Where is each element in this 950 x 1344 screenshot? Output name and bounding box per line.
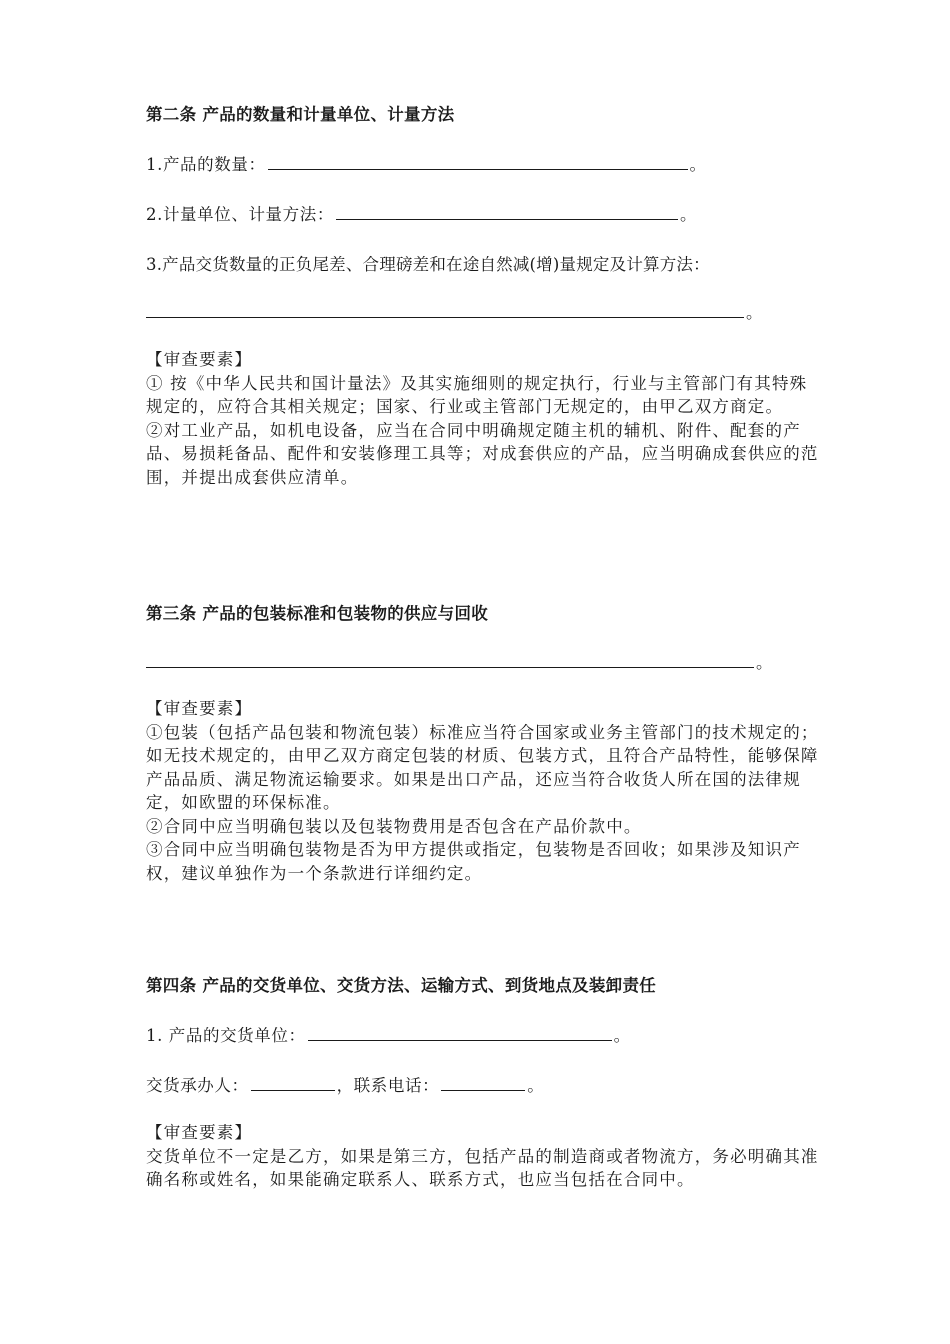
review-item: ②对工业产品，如机电设备，应当在合同中明确规定随主机的辅机、附件、配套的产品、易损耗备品、配件和安装修理工具等；对成套供应的产品，应当明确成套供应的范围，并提出成套供应清单。 [146, 420, 819, 487]
contact-phone-label: ，联系电话： [336, 1076, 440, 1095]
quantity-blank[interactable] [268, 155, 688, 170]
section-3-heading: 第三条 产品的包装标准和包装物的供应与回收 [146, 604, 489, 623]
review-block-section-3 [146, 697, 822, 885]
review-item: 交货单位不一定是乙方，如果是第三方，包括产品的制造商或者物流方，务必明确其准确名称或姓名，如果能确定联系人、联系方式，也应当包括在合同中。 [146, 1146, 819, 1189]
delivery-unit-label: 1. 产品的交货单位： [146, 1026, 306, 1045]
contact-phone-blank[interactable] [441, 1076, 525, 1091]
review-item: ① 按《中华人民共和国计量法》及其实施细则的规定执行，行业与主管部门有其特殊规定的，应符合其相关规定；国家、行业或主管部门无规定的，由甲乙双方商定。 [146, 373, 808, 416]
contact-line [146, 1072, 544, 1096]
unit-method-label: 2.计量单位、计量方法： [146, 205, 334, 224]
review-title: 【审查要素】 [146, 350, 253, 369]
contact-person-label: 交货承办人： [146, 1076, 249, 1095]
unit-method-blank[interactable] [336, 205, 678, 220]
period: 。 [613, 1026, 631, 1045]
period: 。 [679, 205, 698, 224]
packaging-line [146, 649, 773, 673]
delivery-unit-line [146, 1022, 631, 1046]
review-title: 【审查要素】 [146, 699, 253, 718]
unit-method-line [146, 201, 697, 225]
tolerance-blank[interactable] [146, 303, 744, 318]
review-item: ②合同中应当明确包装以及包装物费用是否包含在产品价款中。 [146, 816, 642, 836]
period: 。 [756, 653, 774, 672]
period: 。 [527, 1076, 545, 1095]
quantity-label: 1.产品的数量： [146, 155, 266, 174]
period: 。 [689, 155, 707, 174]
review-title: 【审查要素】 [146, 1123, 253, 1142]
section-4-heading: 第四条 产品的交货单位、交货方法、运输方式、到货地点及装卸责任 [146, 976, 657, 995]
period: 。 [746, 303, 764, 322]
review-item: ③合同中应当明确包装物是否为甲方提供或指定，包装物是否回收；如果涉及知识产权，建议单独作为一个条款进行详细约定。 [146, 840, 801, 883]
review-item: ①包装（包括产品包装和物流包装）标准应当符合国家或业务主管部门的技术规定的；如无技术规定的，由甲乙双方商定包装的材质、包装方式，且符合产品特性，能够保障产品品质、满足物流运输要求。如果是出口产品，还应当符合收货人所在国的法律规定，如欧盟的环保标准。 [146, 722, 819, 812]
packaging-blank[interactable] [146, 653, 754, 668]
contact-person-blank[interactable] [251, 1076, 335, 1091]
tolerance-line [146, 299, 763, 323]
review-block-section-2 [146, 348, 822, 489]
section-2-heading: 第二条 产品的数量和计量单位、计量方法 [146, 105, 455, 124]
review-block-section-4 [146, 1121, 822, 1192]
tolerance-label: 3.产品交货数量的正负尾差、合理磅差和在途自然减(增)量规定及计算方法： [146, 255, 710, 274]
delivery-unit-blank[interactable] [308, 1026, 612, 1041]
quantity-line [146, 151, 707, 175]
